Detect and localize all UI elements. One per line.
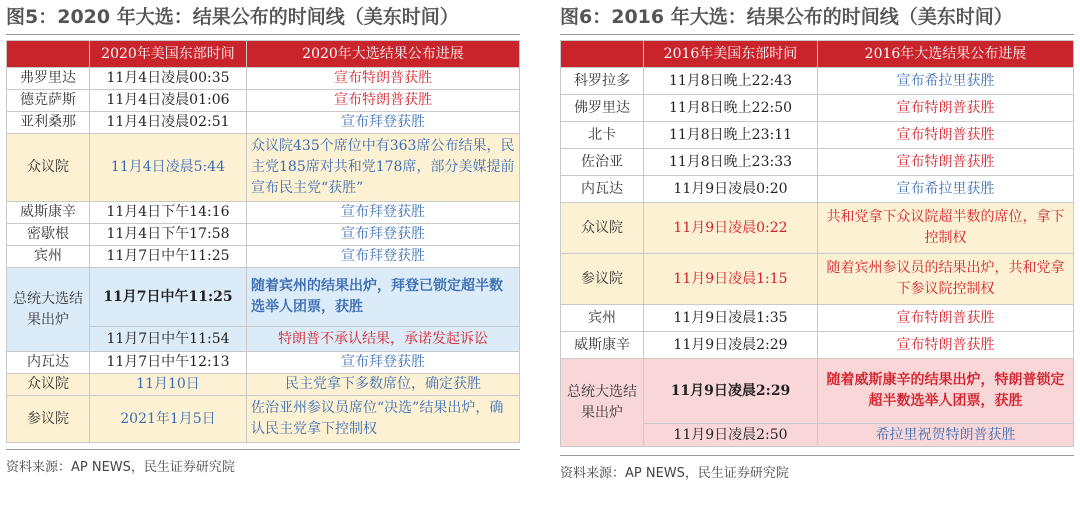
time-cell: 11月7日中午12:13 bbox=[90, 352, 247, 374]
region-cell: 众议院 bbox=[7, 374, 90, 396]
result-cell: 宣布拜登获胜 bbox=[247, 202, 520, 224]
region-cell: 德克萨斯 bbox=[7, 90, 90, 112]
figure-5-panel bbox=[6, 0, 520, 475]
time-cell: 11月4日下午17:58 bbox=[90, 224, 247, 246]
time-cell: 11月9日凌晨2:29 bbox=[644, 359, 818, 424]
table-row bbox=[7, 396, 520, 443]
header-time: 2020年美国东部时间 bbox=[90, 41, 247, 68]
region-cell: 密歇根 bbox=[7, 224, 90, 246]
result-cell: 随着威斯康辛的结果出炉，特朗普锁定超半数选举人团票，获胜 bbox=[818, 359, 1074, 424]
region-cell: 总统大选结果出炉 bbox=[561, 359, 644, 447]
result-cell: 宣布特朗普获胜 bbox=[818, 149, 1074, 176]
header-progress: 2016年大选结果公布进展 bbox=[818, 41, 1074, 68]
table-row bbox=[561, 359, 1074, 424]
region-cell: 众议院 bbox=[561, 203, 644, 254]
result-cell: 佐治亚州参议员席位“决选”结果出炉，确认民主党拿下控制权 bbox=[247, 396, 520, 443]
result-cell: 宣布拜登获胜 bbox=[247, 352, 520, 374]
divider bbox=[560, 34, 1074, 35]
region-cell: 参议院 bbox=[561, 254, 644, 305]
region-cell: 亚利桑那 bbox=[7, 112, 90, 134]
time-cell: 11月4日凌晨02:51 bbox=[90, 112, 247, 134]
time-cell: 11月9日凌晨1:15 bbox=[644, 254, 818, 305]
result-cell: 宣布拜登获胜 bbox=[247, 246, 520, 268]
time-cell: 11月4日下午14:16 bbox=[90, 202, 247, 224]
time-cell: 11月8日晚上23:11 bbox=[644, 122, 818, 149]
time-cell: 11月7日中午11:25 bbox=[90, 246, 247, 268]
table-row bbox=[561, 203, 1074, 254]
time-cell: 2021年1月5日 bbox=[90, 396, 247, 443]
time-cell: 11月8日晚上22:50 bbox=[644, 95, 818, 122]
table-row bbox=[561, 95, 1074, 122]
figure-6-panel bbox=[560, 0, 1074, 481]
table-row bbox=[561, 305, 1074, 332]
table-row bbox=[561, 122, 1074, 149]
region-cell: 弗罗里达 bbox=[7, 68, 90, 90]
time-cell: 11月4日凌晨00:35 bbox=[90, 68, 247, 90]
table-row bbox=[7, 134, 520, 202]
header-region bbox=[561, 41, 644, 68]
region-cell: 威斯康辛 bbox=[7, 202, 90, 224]
region-cell: 威斯康辛 bbox=[561, 332, 644, 359]
region-cell: 参议院 bbox=[7, 396, 90, 443]
region-cell: 科罗拉多 bbox=[561, 68, 644, 95]
table-row bbox=[7, 352, 520, 374]
time-cell: 11月10日 bbox=[90, 374, 247, 396]
result-cell: 特朗普不承认结果，承诺发起诉讼 bbox=[247, 327, 520, 352]
result-cell: 宣布希拉里获胜 bbox=[818, 176, 1074, 203]
region-cell: 宾州 bbox=[7, 246, 90, 268]
result-cell: 宣布拜登获胜 bbox=[247, 224, 520, 246]
result-cell: 宣布特朗普获胜 bbox=[247, 90, 520, 112]
timeline-table-2016 bbox=[560, 40, 1074, 447]
header-progress: 2020年大选结果公布进展 bbox=[247, 41, 520, 68]
timeline-table-2020 bbox=[6, 40, 520, 443]
time-cell: 11月8日晚上22:43 bbox=[644, 68, 818, 95]
figure-5-title: 图5：2020 年大选：结果公布的时间线（美东时间） bbox=[6, 6, 459, 28]
table-row bbox=[561, 149, 1074, 176]
result-cell: 民主党拿下多数席位，确定获胜 bbox=[247, 374, 520, 396]
region-cell: 总统大选结果出炉 bbox=[7, 268, 90, 352]
table-row bbox=[7, 68, 520, 90]
region-cell: 内瓦达 bbox=[7, 352, 90, 374]
time-cell: 11月7日中午11:25 bbox=[90, 268, 247, 327]
figure-6-title: 图6：2016 年大选：结果公布的时间线（美东时间） bbox=[560, 6, 1013, 28]
result-cell: 宣布希拉里获胜 bbox=[818, 68, 1074, 95]
result-cell: 宣布拜登获胜 bbox=[247, 112, 520, 134]
table-header-row bbox=[7, 41, 520, 68]
time-cell: 11月4日凌晨5:44 bbox=[90, 134, 247, 202]
table-row bbox=[7, 246, 520, 268]
header-time: 2016年美国东部时间 bbox=[644, 41, 818, 68]
time-cell: 11月9日凌晨1:35 bbox=[644, 305, 818, 332]
table-row bbox=[7, 224, 520, 246]
result-cell: 宣布特朗普获胜 bbox=[247, 68, 520, 90]
table-row bbox=[561, 176, 1074, 203]
result-cell: 共和党拿下众议院超半数的席位，拿下控制权 bbox=[818, 203, 1074, 254]
source-note: 资料来源：AP NEWS，民生证券研究院 bbox=[560, 466, 789, 481]
table-row bbox=[7, 90, 520, 112]
table-row bbox=[7, 374, 520, 396]
table-row bbox=[561, 254, 1074, 305]
header-region bbox=[7, 41, 90, 68]
table-row bbox=[561, 332, 1074, 359]
result-cell: 众议院435个席位中有363席公布结果，民主党185席对共和党178席，部分美媒提前宣布民主党“获胜” bbox=[247, 134, 520, 202]
result-cell: 宣布特朗普获胜 bbox=[818, 122, 1074, 149]
divider bbox=[560, 455, 1074, 456]
table-row bbox=[7, 202, 520, 224]
result-cell: 宣布特朗普获胜 bbox=[818, 95, 1074, 122]
divider bbox=[6, 34, 520, 35]
table-row bbox=[7, 112, 520, 134]
result-cell: 宣布特朗普获胜 bbox=[818, 332, 1074, 359]
time-cell: 11月4日凌晨01:06 bbox=[90, 90, 247, 112]
time-cell: 11月8日晚上23:33 bbox=[644, 149, 818, 176]
result-cell: 随着宾州参议员的结果出炉，共和党拿下参议院控制权 bbox=[818, 254, 1074, 305]
region-cell: 宾州 bbox=[561, 305, 644, 332]
time-cell: 11月9日凌晨0:20 bbox=[644, 176, 818, 203]
time-cell: 11月9日凌晨0:22 bbox=[644, 203, 818, 254]
source-note: 资料来源：AP NEWS，民生证券研究院 bbox=[6, 460, 235, 475]
region-cell: 众议院 bbox=[7, 134, 90, 202]
table-row bbox=[561, 68, 1074, 95]
region-cell: 内瓦达 bbox=[561, 176, 644, 203]
table-row bbox=[7, 268, 520, 327]
result-cell: 宣布特朗普获胜 bbox=[818, 305, 1074, 332]
time-cell: 11月7日中午11:54 bbox=[90, 327, 247, 352]
time-cell: 11月9日凌晨2:50 bbox=[644, 424, 818, 447]
region-cell: 佐治亚 bbox=[561, 149, 644, 176]
time-cell: 11月9日凌晨2:29 bbox=[644, 332, 818, 359]
region-cell: 佛罗里达 bbox=[561, 95, 644, 122]
result-cell: 随着宾州的结果出炉，拜登已锁定超半数选举人团票，获胜 bbox=[247, 268, 520, 327]
divider bbox=[6, 449, 520, 450]
region-cell: 北卡 bbox=[561, 122, 644, 149]
result-cell: 希拉里祝贺特朗普获胜 bbox=[818, 424, 1074, 447]
table-header-row bbox=[561, 41, 1074, 68]
